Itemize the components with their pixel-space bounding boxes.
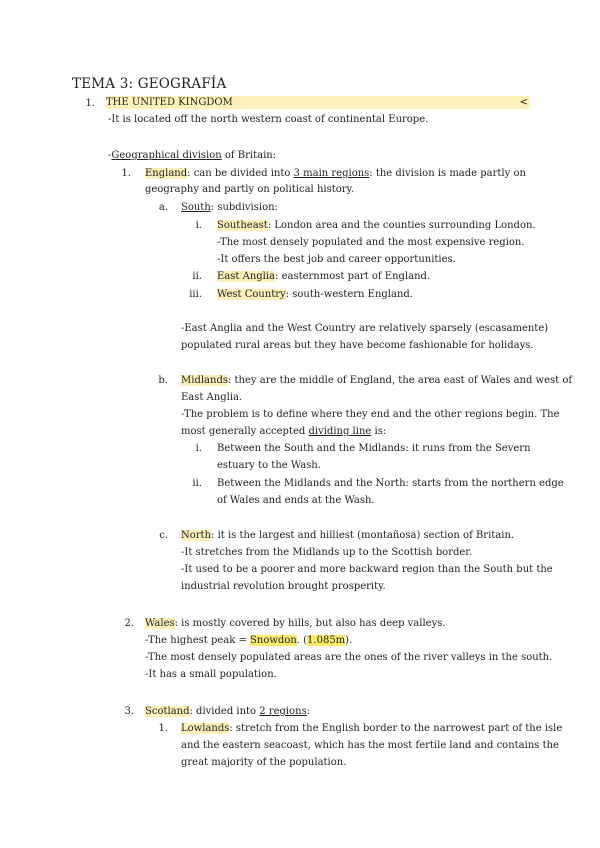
south-line: South: subdivision:	[181, 202, 278, 213]
england-line: England: can be divided into 3 main regions: the division is made partly on	[145, 168, 526, 179]
southeast-highlight: Southeast	[217, 220, 268, 231]
wales-line: Wales: is mostly covered by hills, but also has deep valleys.	[145, 618, 446, 629]
lowlands-line: Lowlands: stretch from the English border to the narrowest part of the isle	[181, 723, 563, 734]
eastanglia-highlight: East Anglia	[217, 271, 276, 282]
southeast-note2: -It offers the best job and career opportunities.	[217, 254, 456, 265]
scotland-regions-underlined: 2 regions	[259, 706, 307, 717]
midlands-i-num: i.	[195, 443, 202, 454]
north-letter: c.	[159, 530, 168, 541]
midlands-line3: -The problem is to define where they end and the other regions begin. The	[181, 409, 560, 420]
heading-mark: <	[519, 97, 528, 108]
wales-peak-line: -The highest peak = Snowdon. (1.085m).	[145, 635, 353, 646]
geo-division-line: -Geographical division of Britain:	[108, 150, 277, 161]
lowlands-num: 1.	[158, 723, 168, 734]
scotland-number: 3.	[124, 706, 134, 717]
southeast-note1: -The most densely populated and the most expensive region.	[217, 237, 525, 248]
snowdon-highlight: Snowdon	[250, 635, 297, 646]
intro-line: -It is located off the north western coast of continental Europe.	[108, 114, 429, 125]
eastanglia-line: East Anglia: easternmost part of England.	[217, 271, 431, 282]
midlands-i-line2: estuary to the Wash.	[217, 460, 321, 471]
midlands-ii-line2: of Wales and ends at the Wash.	[217, 495, 375, 506]
lowlands-line2: and the eastern seacoast, which has the most fertile land and contains the	[181, 740, 559, 751]
section-heading-text: THE UNITED KINGDOM	[106, 97, 233, 108]
midlands-i-line1: Between the South and the Midlands: it runs from the Severn	[217, 443, 531, 454]
southeast-num: i.	[195, 220, 202, 231]
north-line: North: it is the largest and hilliest (montañosa) section of Britain.	[181, 530, 515, 541]
midlands-line2: East Anglia.	[181, 392, 243, 403]
geo-division-underlined: Geographical division	[111, 150, 222, 161]
wales-line4: -It has a small population.	[145, 669, 277, 680]
peak-height-highlight: 1.085m	[307, 635, 346, 646]
westcountry-highlight: West Country	[217, 289, 286, 300]
wales-line3: -The most densely populated areas are the ones of the river valleys in the south.	[145, 652, 553, 663]
england-line2: geography and partly on political history.	[145, 184, 355, 195]
page-title: TEMA 3: GEOGRAFÍA	[72, 76, 227, 92]
south-letter: a.	[158, 202, 168, 213]
midlands-ii-num: ii.	[192, 478, 202, 489]
north-line3: -It used to be a poorer and more backward region than the South but the	[181, 564, 553, 575]
england-number: 1.	[121, 168, 131, 179]
lowlands-highlight: Lowlands	[181, 723, 230, 734]
south-note1: -East Anglia and the West Country are relatively sparsely (escasamente)	[181, 323, 549, 334]
eastanglia-num: ii.	[192, 271, 202, 282]
midlands-ii-line1: Between the Midlands and the North: starts from the northern edge	[217, 478, 564, 489]
scotland-line: Scotland: divided into 2 regions:	[145, 706, 311, 717]
section-number: 1.	[85, 98, 95, 109]
regions-underlined: 3 main regions	[293, 168, 370, 179]
north-line4: industrial revolution brought prosperity.	[181, 581, 386, 592]
midlands-line: Midlands: they are the middle of England, the area east of Wales and west of	[181, 375, 573, 386]
midlands-highlight: Midlands	[181, 375, 228, 386]
dividing-line-underlined: dividing line	[308, 426, 372, 437]
southeast-line: Southeast: London area and the counties surrounding London.	[217, 220, 536, 231]
westcountry-line: West Country: south-western England.	[217, 289, 413, 300]
westcountry-num: iii.	[189, 289, 202, 300]
south-underlined: South	[181, 202, 211, 213]
section-heading	[106, 96, 530, 109]
south-note2: populated rural areas but they have become fashionable for holidays.	[181, 340, 534, 351]
north-line2: -It stretches from the Midlands up to the Scottish border.	[181, 547, 473, 558]
wales-highlight: Wales	[145, 618, 175, 629]
england-highlight: England	[145, 168, 188, 179]
scotland-highlight: Scotland	[145, 706, 190, 717]
midlands-letter: b.	[158, 375, 168, 386]
lowlands-line3: great majority of the population.	[181, 757, 347, 768]
midlands-line4: most generally accepted dividing line is:	[181, 426, 387, 437]
wales-number: 2.	[124, 618, 134, 629]
north-highlight: North	[181, 530, 212, 541]
